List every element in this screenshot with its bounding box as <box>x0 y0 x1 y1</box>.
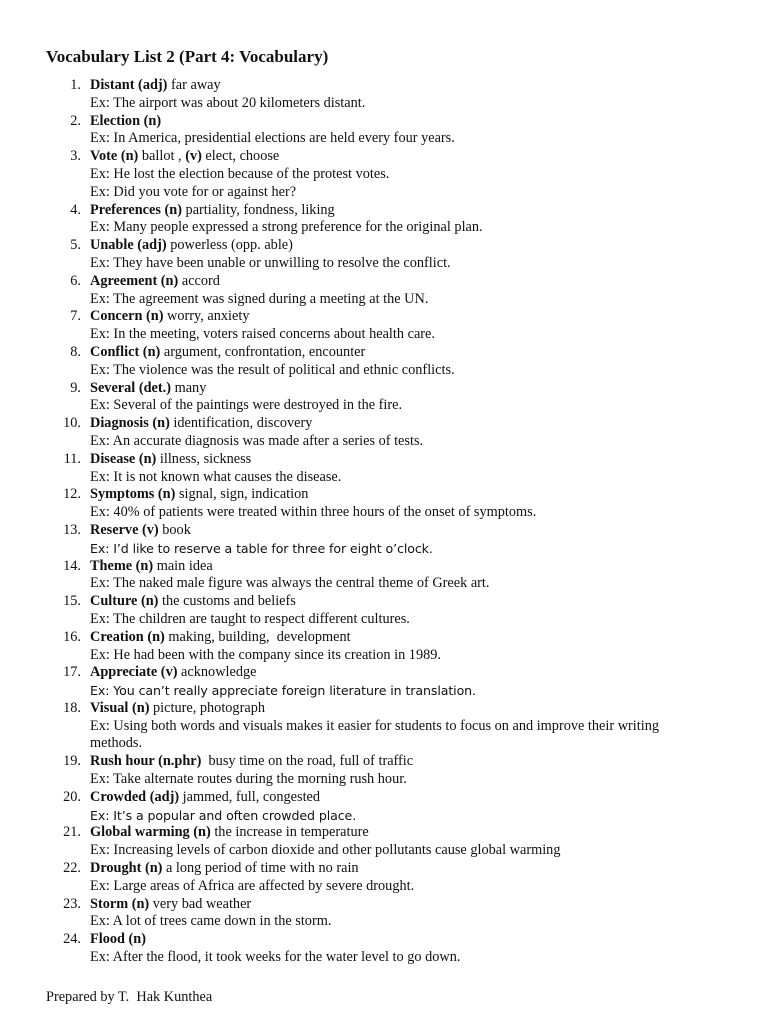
vocab-headword-line <box>0 380 768 398</box>
vocab-entry <box>0 148 768 201</box>
vocab-word: Theme (n) <box>90 557 154 574</box>
vocab-word: Global warming (n) <box>90 824 211 841</box>
example-sentence: Ex: Increasing levels of carbon dioxide and other pollutants cause global warming <box>90 842 561 859</box>
vocab-entry <box>0 664 768 700</box>
vocab-headword-line <box>0 273 768 291</box>
vocab-definition: the customs and beliefs <box>158 593 296 610</box>
entry-number: 24. <box>63 931 81 948</box>
vocab-entry <box>0 113 768 149</box>
entry-number: 18. <box>63 699 81 716</box>
vocab-word: Disease (n) <box>90 450 157 467</box>
vocab-word: Culture (n) <box>90 593 159 610</box>
example-sentence: Ex: Take alternate routes during the morning rush hour. <box>90 771 407 788</box>
vocab-entry <box>0 824 768 860</box>
vocab-word: Election (n) <box>90 112 162 129</box>
vocab-entry <box>0 308 768 344</box>
example-sentence: Ex: An accurate diagnosis was made after a series of tests. <box>90 432 424 449</box>
entry-number: 20. <box>63 788 81 805</box>
vocab-headword-line <box>0 789 768 807</box>
vocab-entry <box>0 558 768 594</box>
entry-number: 2. <box>70 112 81 129</box>
vocab-definition: making, building, development <box>164 628 351 645</box>
vocab-definition: acknowledge <box>177 664 257 681</box>
vocab-word: Unable (adj) <box>90 237 167 254</box>
vocab-definition: elect, choose <box>201 148 280 165</box>
vocab-definition: book <box>158 521 191 538</box>
vocab-definition: argument, confrontation, encounter <box>160 343 366 360</box>
entry-number: 14. <box>63 557 81 574</box>
vocab-entry <box>0 593 768 629</box>
example-sentence: Ex: 40% of patients were treated within three hours of the onset of symptoms. <box>90 504 537 521</box>
example-sentence: Ex: It’s a popular and often crowded place. <box>90 807 357 823</box>
example-sentence: Ex: Did you vote for or against her? <box>90 183 297 200</box>
vocab-headword-line <box>0 896 768 914</box>
vocab-entry <box>0 931 768 967</box>
entry-number: 1. <box>70 77 81 93</box>
vocab-definition: identification, discovery <box>169 415 313 432</box>
vocab-definition: picture, photograph <box>149 699 265 716</box>
vocab-word: Rush hour (n.phr) <box>90 753 202 770</box>
vocab-entry <box>0 451 768 487</box>
vocabulary-list <box>0 77 768 967</box>
vocab-part-of-speech: (v) <box>185 148 202 165</box>
example-sentence: Ex: He lost the election because of the protest votes. <box>90 165 390 182</box>
vocab-headword-line <box>0 824 768 842</box>
footer-author: Prepared by T. Hak Kunthea <box>46 989 213 1005</box>
vocab-definition: busy time on the road, full of traffic <box>201 753 414 770</box>
vocab-entry <box>0 486 768 522</box>
example-sentence: Ex: Several of the paintings were destroyed in the fire. <box>90 397 403 414</box>
vocab-definition: main idea <box>153 557 213 574</box>
example-sentence: Ex: Large areas of Africa are affected by severe drought. <box>90 877 415 894</box>
vocab-word: Flood (n) <box>90 931 147 948</box>
vocab-headword-line <box>0 522 768 540</box>
entry-number: 9. <box>70 379 81 396</box>
vocab-definition: powerless (opp. able) <box>166 237 293 254</box>
entry-number: 10. <box>63 415 81 432</box>
vocab-headword-line <box>0 237 768 255</box>
entry-number: 8. <box>70 343 81 360</box>
vocab-headword-line <box>0 308 768 326</box>
vocab-word: Appreciate (v) <box>90 664 178 681</box>
entry-number: 16. <box>63 628 81 645</box>
example-sentence: Ex: He had been with the company since its creation in 1989. <box>90 646 441 663</box>
vocab-definition: accord <box>178 272 220 289</box>
vocab-entry <box>0 415 768 451</box>
vocab-word: Symptoms (n) <box>90 486 176 503</box>
vocab-definition: ballot , <box>138 148 186 165</box>
vocab-entry <box>0 789 768 825</box>
vocab-word: Preferences (n) <box>90 201 182 218</box>
example-sentence: Ex: Using both words and visuals makes it easier for students to focus on and improve their writing methods. <box>90 717 659 752</box>
vocab-word: Reserve (v) <box>90 521 159 538</box>
example-sentence: Ex: The airport was about 20 kilometers distant. <box>90 94 366 111</box>
vocab-headword-line <box>0 593 768 611</box>
example-sentence: Ex: In America, presidential elections are held every four years. <box>90 130 455 147</box>
vocab-entry <box>0 522 768 558</box>
vocab-entry <box>0 202 768 238</box>
entry-number: 6. <box>70 272 81 289</box>
vocab-entry <box>0 753 768 789</box>
vocab-headword-line <box>0 860 768 878</box>
example-sentence: Ex: In the meeting, voters raised concerns about health care. <box>90 326 435 343</box>
vocab-definition: a long period of time with no rain <box>162 860 359 877</box>
entry-number: 7. <box>70 308 81 325</box>
vocab-entry <box>0 700 768 753</box>
entry-number: 12. <box>63 486 81 503</box>
vocab-word: Distant (adj) <box>90 77 168 93</box>
vocab-headword-line <box>0 451 768 469</box>
vocab-word: Creation (n) <box>90 628 165 645</box>
example-sentence: Ex: The agreement was signed during a meeting at the UN. <box>90 290 429 307</box>
vocab-headword-line <box>0 415 768 433</box>
entry-number: 17. <box>63 664 81 681</box>
vocab-entry <box>0 380 768 416</box>
entry-number: 15. <box>63 593 81 610</box>
example-sentence: Ex: You can’t really appreciate foreign literature in translation. <box>90 683 476 699</box>
vocab-word: Several (det.) <box>90 379 171 396</box>
vocab-headword-line <box>0 148 768 166</box>
vocab-headword-line <box>0 344 768 362</box>
vocab-headword-line <box>0 700 768 718</box>
vocab-entry <box>0 344 768 380</box>
entry-number: 19. <box>63 753 81 770</box>
vocab-headword-line <box>0 113 768 131</box>
vocab-headword-line <box>0 486 768 504</box>
vocab-definition: partiality, fondness, liking <box>181 201 335 218</box>
vocab-word: Concern (n) <box>90 308 164 325</box>
vocab-definition: jammed, full, congested <box>179 788 321 805</box>
example-sentence: Ex: They have been unable or unwilling to resolve the conflict. <box>90 254 451 271</box>
entry-number: 21. <box>63 824 81 841</box>
vocab-headword-line <box>0 629 768 647</box>
vocab-definition: many <box>171 379 207 396</box>
example-sentence: Ex: I’d like to reserve a table for three for eight o’clock. <box>90 540 433 556</box>
example-sentence: Ex: It is not known what causes the disease. <box>90 468 342 485</box>
example-sentence: Ex: A lot of trees came down in the storm. <box>90 913 332 930</box>
vocab-headword-line <box>0 77 768 95</box>
vocab-definition: signal, sign, indication <box>175 486 309 503</box>
vocab-word: Crowded (adj) <box>90 788 180 805</box>
vocab-word: Vote (n) <box>90 148 139 165</box>
vocab-headword-line <box>0 753 768 771</box>
vocab-entry <box>0 896 768 932</box>
vocab-entry <box>0 237 768 273</box>
entry-number: 13. <box>63 521 81 538</box>
entry-number: 3. <box>70 148 81 165</box>
vocab-headword-line <box>0 558 768 576</box>
vocab-entry <box>0 860 768 896</box>
vocab-word: Drought (n) <box>90 860 163 877</box>
entry-number: 23. <box>63 895 81 912</box>
example-sentence: Ex: The naked male figure was always the central theme of Greek art. <box>90 575 490 592</box>
entry-number: 5. <box>70 237 81 254</box>
example-sentence: Ex: After the flood, it took weeks for the water level to go down. <box>90 949 461 966</box>
example-sentence: Ex: Many people expressed a strong preference for the original plan. <box>90 219 483 236</box>
vocab-entry <box>0 273 768 309</box>
vocab-definition: illness, sickness <box>156 450 252 467</box>
entry-number: 22. <box>63 860 81 877</box>
vocab-definition: very bad weather <box>149 895 252 912</box>
vocab-headword-line <box>0 664 768 682</box>
vocab-word: Visual (n) <box>90 699 150 716</box>
vocab-word: Agreement (n) <box>90 272 179 289</box>
vocab-word: Conflict (n) <box>90 343 161 360</box>
entry-number: 4. <box>70 201 81 218</box>
example-sentence: Ex: The violence was the result of political and ethnic conflicts. <box>90 361 455 378</box>
vocab-definition: the increase in temperature <box>210 824 369 841</box>
vocab-word: Diagnosis (n) <box>90 415 170 432</box>
example-sentence: Ex: The children are taught to respect different cultures. <box>90 610 410 627</box>
entry-number: 11. <box>63 450 81 467</box>
vocab-definition: worry, anxiety <box>163 308 250 325</box>
page-title: Vocabulary List 2 (Part 4: Vocabulary) <box>46 47 329 66</box>
vocab-definition: far away <box>167 77 221 93</box>
vocab-entry <box>0 77 768 113</box>
vocab-word: Storm (n) <box>90 895 150 912</box>
vocab-headword-line <box>0 931 768 949</box>
vocab-entry <box>0 629 768 665</box>
vocab-headword-line <box>0 202 768 220</box>
